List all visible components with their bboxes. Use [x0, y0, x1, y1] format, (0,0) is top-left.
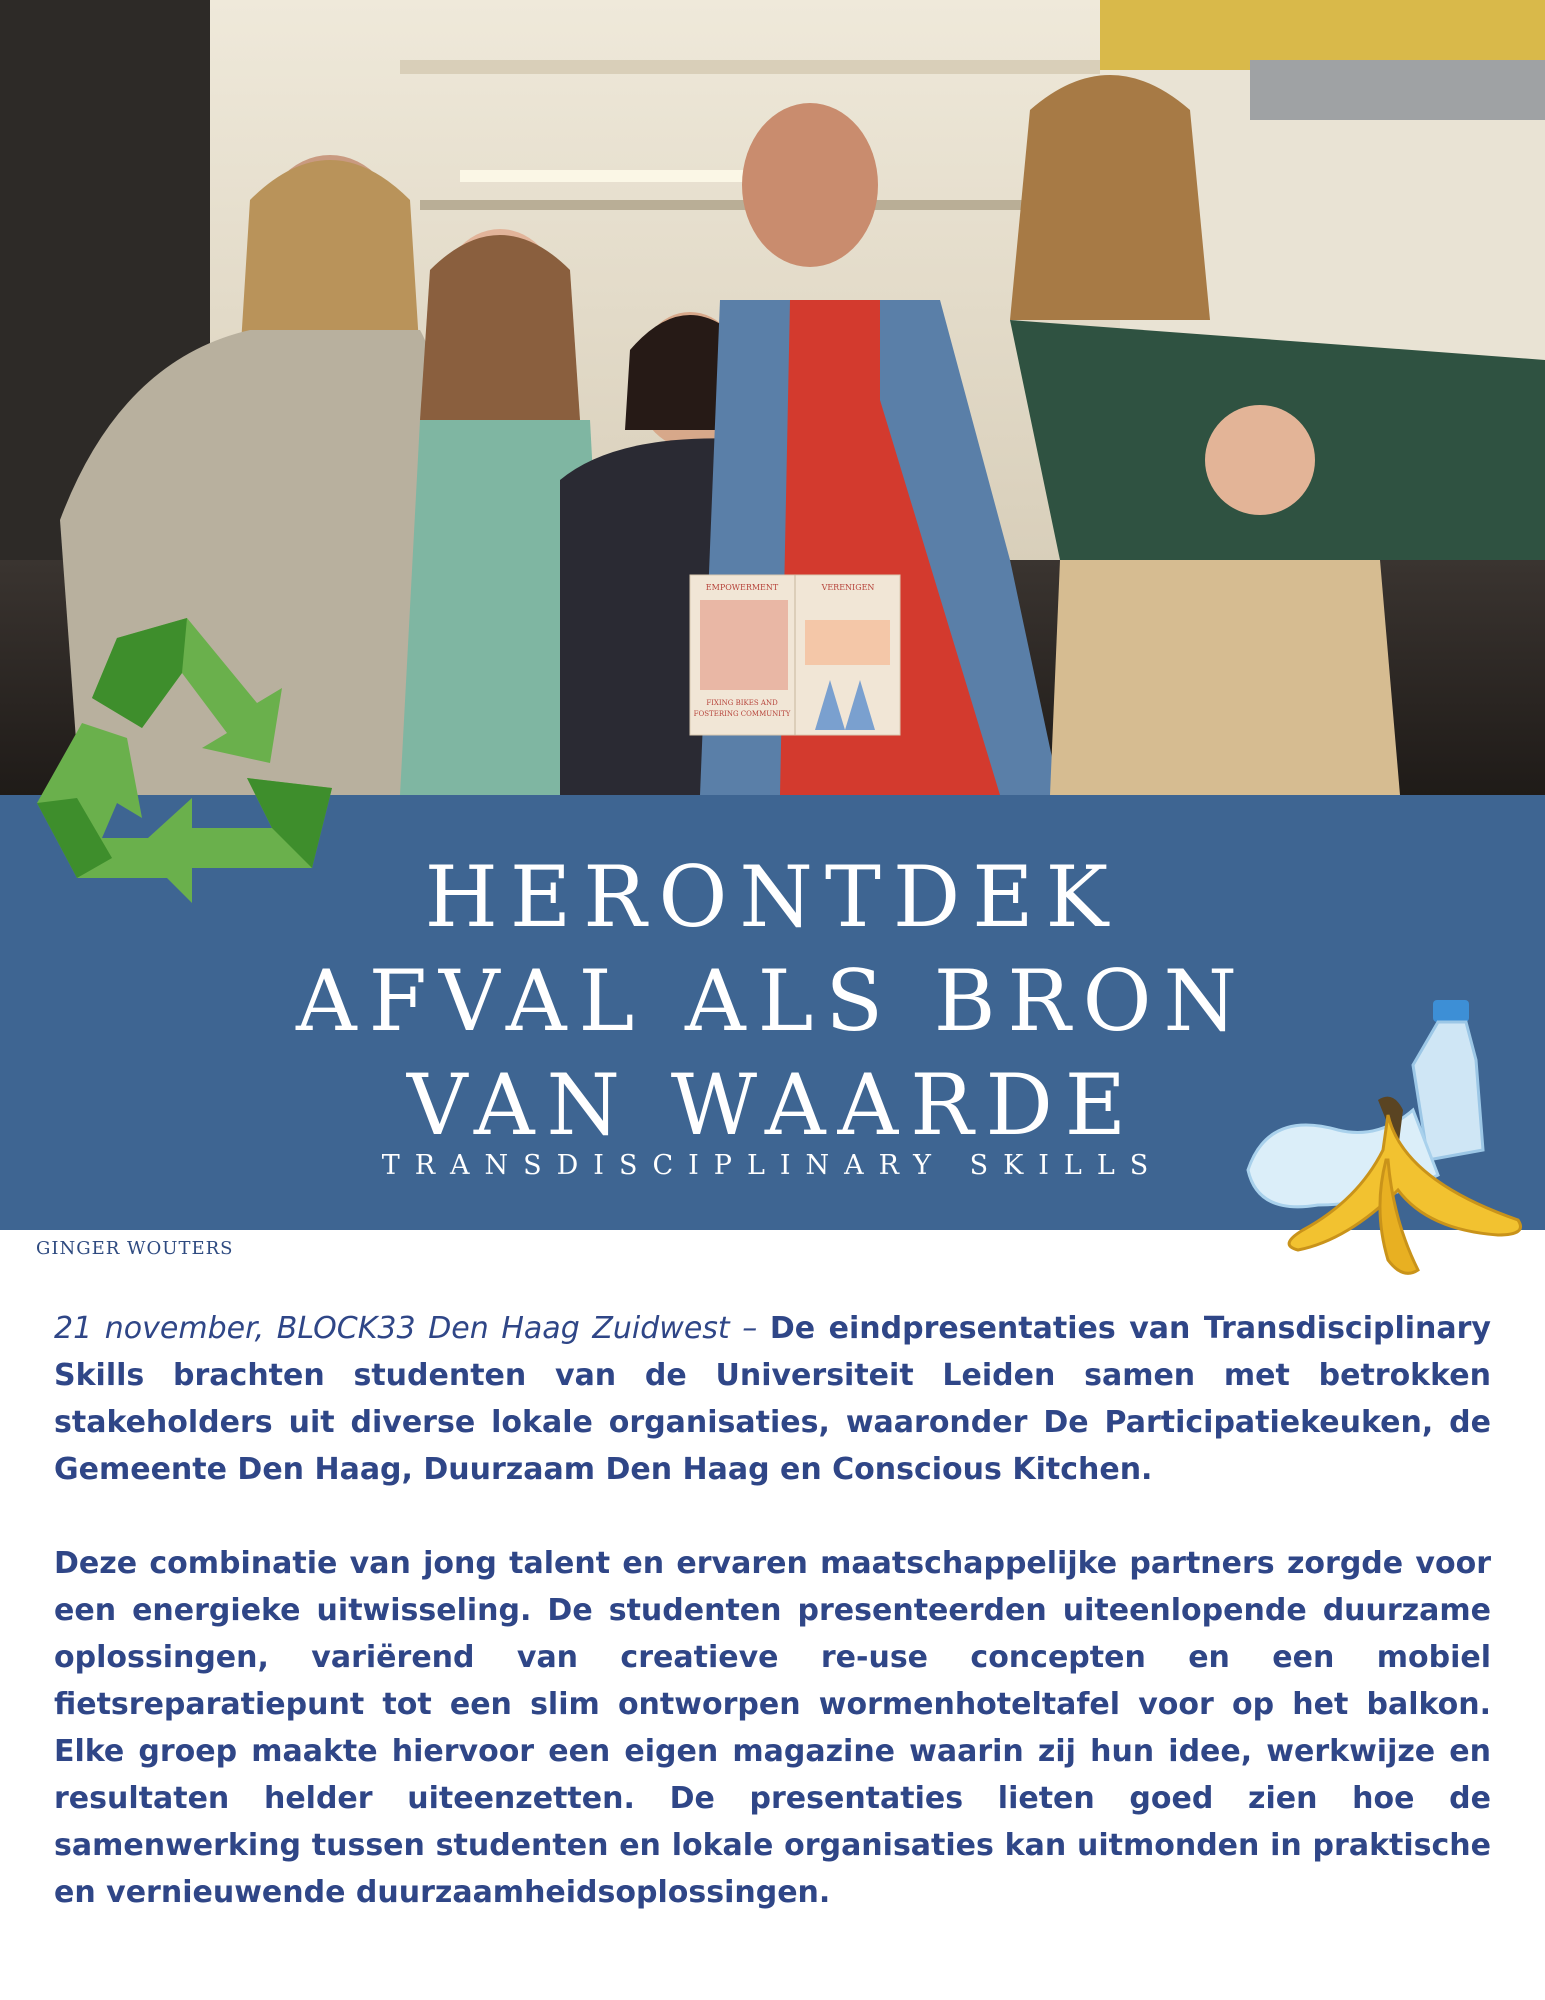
dateline: 21 november, BLOCK33 Den Haag Zuidwest –: [54, 1311, 758, 1346]
recycle-icon: [22, 608, 342, 923]
magazine-left-title: EMPOWERMENT: [705, 583, 779, 592]
lead-paragraph: [54, 1305, 1491, 1493]
waste-items-icon: [1228, 990, 1543, 1290]
subtitle: TRANSDISCIPLINARY SKILLS: [381, 1150, 1164, 1181]
magazine-caption-2: FOSTERING COMMUNITY: [693, 710, 791, 718]
body-paragraph: Deze combinatie van jong talent en ervaren maatschappelijke partners zorgde voor een energieke uitwisseling. De studenten presenteerden uiteenlopende duurzame oplossingen, variërend van creatieve re-use concepten en een mobiel fietsreparatiepunt tot een slim ontworpen wormenhoteltafel voor op het balkon. Elke groep maakte hiervoor een eigen magazine waarin zij hun idee, werkwijze en resultaten helder uiteenzetten. De presentaties lieten goed zien hoe de samenwerking tussen studenten en lokale organisaties kan uitmonden in praktische en vernieuwende duurzaamheidsoplossingen.: [54, 1546, 1491, 1910]
magazine: [690, 575, 900, 735]
title-line-1: HERONTDEK: [424, 848, 1121, 946]
magazine-caption-1: FIXING BIKES AND: [706, 699, 778, 707]
title-line-3: VAN WAARDE: [406, 1056, 1139, 1154]
magazine-right-title: VERENIGEN: [821, 583, 875, 592]
author-name: GINGER WOUTERS: [36, 1238, 234, 1259]
article-body: [54, 1305, 1491, 1963]
lead-text: De eindpresentaties van Transdisciplinary Skills brachten studenten van de Universiteit Leiden samen met betrokken stakeholders uit diverse lokale organisaties, waaronder De Participatiekeuken, de Gemeente Den Haag, Duurzaam Den Haag en Conscious Kitchen.: [54, 1311, 1491, 1487]
title-line-2: AFVAL ALS BRON: [295, 952, 1250, 1050]
